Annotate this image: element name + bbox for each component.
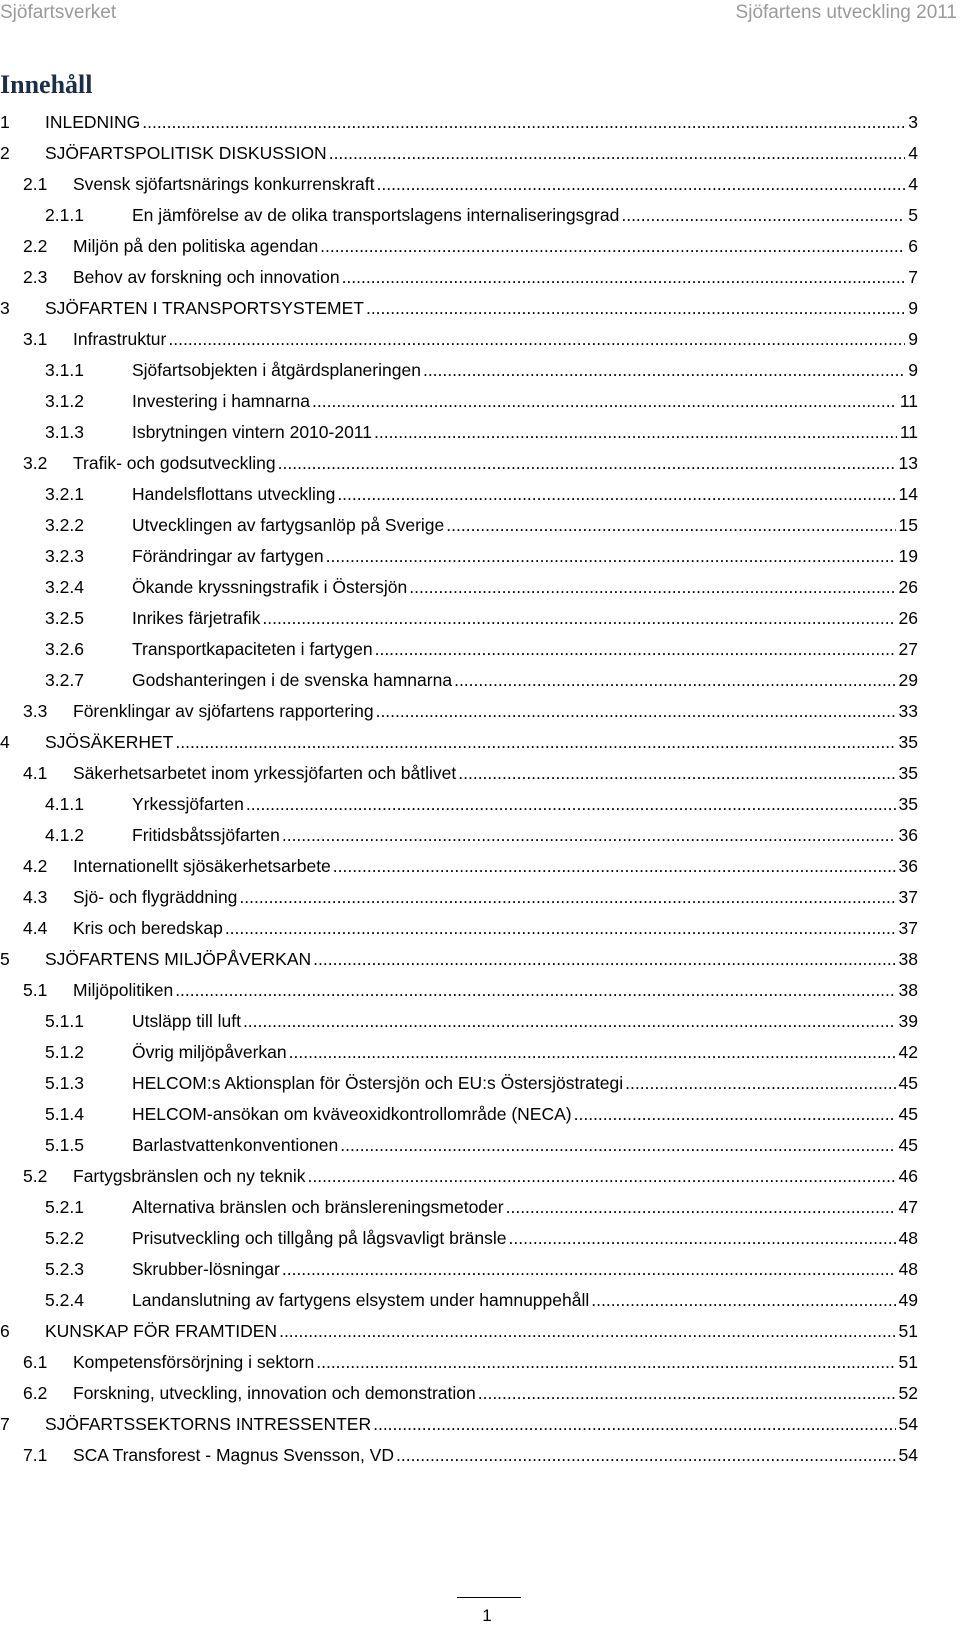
toc-entry-number: 5.1.1	[45, 1011, 84, 1031]
toc-entry-page: 38	[898, 949, 918, 969]
toc-entry-page: 29	[898, 670, 918, 690]
toc-dot-leader	[342, 262, 906, 293]
toc-entry-number: 4.1.1	[45, 794, 84, 814]
toc-entry-title: En jämförelse av de olika transportslagens internaliseringsgrad	[132, 205, 620, 225]
toc-dot-leader	[396, 1440, 896, 1471]
toc-entry-number: 7	[0, 1414, 10, 1434]
toc-entry-number: 3.2	[23, 453, 48, 473]
toc-dot-leader	[320, 231, 905, 262]
toc-entry[interactable]	[0, 1099, 918, 1130]
toc-entry-title: Fartygsbränslen och ny teknik	[73, 1166, 306, 1186]
toc-entry-page: 35	[898, 732, 918, 752]
toc-entry[interactable]	[0, 820, 918, 851]
toc-dot-leader	[262, 603, 895, 634]
toc-entry-page: 46	[898, 1166, 918, 1186]
toc-dot-leader	[329, 138, 906, 169]
toc-entry[interactable]	[0, 138, 918, 169]
footer-page-number: 1	[482, 1606, 492, 1625]
toc-dot-leader	[289, 1037, 896, 1068]
toc-entry-title: Forskning, utveckling, innovation och demonstration	[73, 1383, 476, 1403]
toc-dot-leader	[168, 324, 905, 355]
toc-entry[interactable]	[0, 324, 918, 355]
toc-entry-title: Miljön på den politiska agendan	[73, 236, 319, 256]
toc-entry-title: Utsläpp till luft	[132, 1011, 241, 1031]
toc-entry-page: 3	[908, 112, 918, 132]
toc-entry-number: 2.1	[23, 174, 48, 194]
toc-entry-title: SJÖFARTSPOLITISK DISKUSSION	[45, 143, 327, 163]
toc-entry[interactable]	[0, 1006, 918, 1037]
toc-dot-leader	[625, 1068, 895, 1099]
footer-divider	[457, 1597, 521, 1598]
toc-entry[interactable]	[0, 882, 918, 913]
toc-entry[interactable]	[0, 727, 918, 758]
toc-entry[interactable]	[0, 1254, 918, 1285]
toc-entry-page: 13	[898, 453, 918, 473]
toc-entry-number: 5.1.3	[45, 1073, 84, 1093]
toc-entry-title: Trafik- och godsutveckling	[73, 453, 276, 473]
toc-entry-title: Behov av forskning och innovation	[73, 267, 340, 287]
toc-entry[interactable]	[0, 665, 918, 696]
toc-entry-page: 11	[899, 422, 918, 442]
toc-entry-number: 5.2	[23, 1166, 48, 1186]
toc-dot-leader	[373, 1409, 895, 1440]
toc-entry-title: Miljöpolitiken	[73, 980, 174, 1000]
toc-entry[interactable]	[0, 200, 918, 231]
toc-entry-page: 26	[898, 577, 918, 597]
toc-entry-title: SJÖFARTSSEKTORNS INTRESSENTER	[45, 1414, 372, 1434]
toc-entry[interactable]	[0, 386, 918, 417]
toc-dot-leader	[175, 975, 895, 1006]
toc-entry-title: KUNSKAP FÖR FRAMTIDEN	[45, 1321, 278, 1341]
table-of-contents	[0, 107, 918, 1471]
toc-entry[interactable]	[0, 572, 918, 603]
toc-entry-page: 35	[898, 794, 918, 814]
toc-dot-leader	[333, 851, 896, 882]
toc-entry-number: 3.1	[23, 329, 48, 349]
toc-dot-leader	[509, 1223, 896, 1254]
toc-entry-title: Infrastruktur	[73, 329, 167, 349]
toc-dot-leader	[409, 572, 895, 603]
toc-entry-title: SCA Transforest - Magnus Svensson, VD	[73, 1445, 394, 1465]
toc-entry-number: 3.2.3	[45, 546, 84, 566]
toc-entry-page: 4	[908, 143, 918, 163]
toc-entry[interactable]	[0, 355, 918, 386]
toc-entry-page: 9	[908, 329, 918, 349]
toc-dot-leader	[316, 1347, 895, 1378]
toc-entry-number: 5.2.2	[45, 1228, 84, 1248]
toc-dot-leader	[282, 1254, 896, 1285]
toc-entry-number: 5.2.3	[45, 1259, 84, 1279]
toc-entry-page: 36	[898, 825, 918, 845]
toc-entry[interactable]	[0, 913, 918, 944]
toc-entry-page: 45	[898, 1104, 918, 1124]
toc-entry-number: 3	[0, 298, 10, 318]
toc-entry-title: Landanslutning av fartygens elsystem under hamnuppehåll	[132, 1290, 590, 1310]
toc-entry-page: 37	[898, 918, 918, 938]
toc-entry-number: 5.1.2	[45, 1042, 84, 1062]
toc-entry[interactable]	[0, 541, 918, 572]
toc-entry-number: 4.4	[23, 918, 48, 938]
toc-entry-page: 14	[898, 484, 918, 504]
toc-entry-number: 2.1.1	[45, 205, 84, 225]
toc-entry-page: 33	[898, 701, 918, 721]
toc-dot-leader	[375, 634, 896, 665]
toc-entry[interactable]	[0, 293, 918, 324]
toc-entry-number: 3.1.1	[45, 360, 84, 380]
toc-entry-title: Kompetensförsörjning i sektorn	[73, 1352, 315, 1372]
toc-entry-number: 4.1	[23, 763, 48, 783]
toc-entry[interactable]	[0, 696, 918, 727]
toc-entry-page: 48	[898, 1228, 918, 1248]
toc-entry-page: 27	[898, 639, 918, 659]
toc-entry-title: Fritidsbåtssjöfarten	[132, 825, 280, 845]
toc-entry-page: 45	[898, 1135, 918, 1155]
toc-entry-number: 5.1.4	[45, 1104, 84, 1124]
toc-entry-title: INLEDNING	[45, 112, 141, 132]
toc-dot-leader	[506, 1192, 896, 1223]
toc-dot-leader	[175, 727, 895, 758]
toc-dot-leader	[591, 1285, 895, 1316]
toc-entry-number: 3.2.7	[45, 670, 84, 690]
toc-entry-title: Internationellt sjösäkerhetsarbete	[73, 856, 331, 876]
toc-entry[interactable]	[0, 1192, 918, 1223]
toc-dot-leader	[376, 696, 896, 727]
toc-entry-page: 54	[898, 1414, 918, 1434]
toc-entry-number: 6	[0, 1321, 10, 1341]
toc-entry-title: Sjö- och flygräddning	[73, 887, 238, 907]
toc-entry-page: 15	[898, 515, 918, 535]
toc-entry[interactable]	[0, 758, 918, 789]
toc-entry[interactable]	[0, 851, 918, 882]
toc-entry-number: 2.3	[23, 267, 48, 287]
toc-entry-title: HELCOM:s Aktionsplan för Östersjön och EU:s Östersjöstrategi	[132, 1073, 624, 1093]
toc-dot-leader	[142, 107, 905, 138]
toc-entry[interactable]	[0, 603, 918, 634]
toc-entry-page: 48	[898, 1259, 918, 1279]
toc-dot-leader	[423, 355, 905, 386]
toc-entry-page: 36	[898, 856, 918, 876]
toc-entry-title: Transportkapaciteten i fartygen	[132, 639, 373, 659]
toc-entry-page: 6	[908, 236, 918, 256]
toc-heading: Innehåll	[0, 70, 93, 99]
toc-entry-number: 4	[0, 732, 10, 752]
toc-dot-leader	[374, 417, 897, 448]
toc-dot-leader	[278, 448, 896, 479]
toc-entry-title: Prisutveckling och tillgång på lågsvavligt bränsle	[132, 1228, 507, 1248]
toc-entry-title: SJÖSÄKERHET	[45, 732, 174, 752]
toc-entry-page: 7	[908, 267, 918, 287]
toc-entry-page: 37	[898, 887, 918, 907]
toc-entry-page: 4	[908, 174, 918, 194]
toc-dot-leader	[377, 169, 906, 200]
toc-dot-leader	[279, 1316, 895, 1347]
toc-entry-page: 19	[898, 546, 918, 566]
toc-entry-title: SJÖFARTENS MILJÖPÅVERKAN	[45, 949, 312, 969]
toc-entry-title: Utvecklingen av fartygsanlöp på Sverige	[132, 515, 445, 535]
toc-entry-page: 51	[898, 1352, 918, 1372]
toc-entry-title: Kris och beredskap	[73, 918, 223, 938]
toc-entry[interactable]	[0, 479, 918, 510]
toc-entry-title: Övrig miljöpåverkan	[132, 1042, 287, 1062]
toc-entry-page: 47	[898, 1197, 918, 1217]
toc-entry[interactable]	[0, 231, 918, 262]
toc-entry[interactable]	[0, 1130, 918, 1161]
toc-entry-number: 5.2.4	[45, 1290, 84, 1310]
toc-dot-leader	[446, 510, 895, 541]
toc-entry-number: 7.1	[23, 1445, 48, 1465]
toc-entry[interactable]	[0, 1409, 918, 1440]
toc-entry-page: 49	[898, 1290, 918, 1310]
toc-entry-number: 3.2.2	[45, 515, 84, 535]
toc-entry-number: 5.1	[23, 980, 48, 1000]
toc-entry-page: 5	[908, 205, 918, 225]
toc-entry-number: 5.1.5	[45, 1135, 84, 1155]
toc-entry-title: Barlastvattenkonventionen	[132, 1135, 339, 1155]
toc-entry-number: 3.2.1	[45, 484, 84, 504]
toc-entry-number: 4.1.2	[45, 825, 84, 845]
toc-dot-leader	[621, 200, 905, 231]
toc-entry-title: Godshanteringen i de svenska hamnarna	[132, 670, 453, 690]
toc-entry-number: 1	[0, 112, 10, 132]
toc-dot-leader	[454, 665, 895, 696]
header-organization: Sjöfartsverket	[0, 2, 117, 23]
toc-entry[interactable]	[0, 1068, 918, 1099]
toc-dot-leader	[312, 386, 897, 417]
toc-entry-page: 51	[898, 1321, 918, 1341]
toc-entry-number: 5.2.1	[45, 1197, 84, 1217]
toc-entry-page: 38	[898, 980, 918, 1000]
toc-entry-number: 3.2.5	[45, 608, 84, 628]
toc-entry[interactable]	[0, 944, 918, 975]
toc-entry-page: 9	[908, 360, 918, 380]
toc-entry-title: Yrkessjöfarten	[132, 794, 244, 814]
toc-entry-title: Förändringar av fartygen	[132, 546, 324, 566]
toc-entry-title: Sjöfartsobjekten i åtgärdsplaneringen	[132, 360, 421, 380]
toc-entry-title: Svensk sjöfartsnärings konkurrenskraft	[73, 174, 375, 194]
toc-dot-leader	[243, 1006, 896, 1037]
toc-entry-number: 3.1.2	[45, 391, 84, 411]
toc-entry[interactable]	[0, 1440, 918, 1471]
toc-entry[interactable]	[0, 634, 918, 665]
page-header	[0, 0, 960, 30]
toc-dot-leader	[282, 820, 896, 851]
toc-entry[interactable]	[0, 1161, 918, 1192]
toc-entry[interactable]	[0, 1347, 918, 1378]
toc-entry-page: 11	[899, 391, 918, 411]
toc-entry[interactable]	[0, 262, 918, 293]
toc-entry[interactable]	[0, 975, 918, 1006]
toc-entry-page: 42	[898, 1042, 918, 1062]
toc-dot-leader	[366, 293, 905, 324]
toc-entry-page: 39	[898, 1011, 918, 1031]
toc-entry-title: Säkerhetsarbetet inom yrkessjöfarten och båtlivet	[73, 763, 457, 783]
toc-dot-leader	[225, 913, 896, 944]
toc-dot-leader	[326, 541, 896, 572]
toc-entry-title: SJÖFARTEN I TRANSPORTSYSTEMET	[45, 298, 364, 318]
toc-entry-number: 6.2	[23, 1383, 48, 1403]
toc-entry[interactable]	[0, 1285, 918, 1316]
toc-entry[interactable]	[0, 1223, 918, 1254]
toc-entry[interactable]	[0, 169, 918, 200]
toc-dot-leader	[313, 944, 895, 975]
toc-entry-page: 26	[898, 608, 918, 628]
toc-entry[interactable]	[0, 1037, 918, 1068]
toc-entry-page: 45	[898, 1073, 918, 1093]
toc-entry[interactable]	[0, 417, 918, 448]
toc-entry[interactable]	[0, 107, 918, 138]
toc-entry-number: 2	[0, 143, 10, 163]
toc-entry-number: 3.1.3	[45, 422, 84, 442]
toc-entry-title: Inrikes färjetrafik	[132, 608, 261, 628]
toc-entry-number: 3.3	[23, 701, 48, 721]
toc-dot-leader	[478, 1378, 896, 1409]
toc-entry-page: 9	[908, 298, 918, 318]
toc-entry[interactable]	[0, 448, 918, 479]
toc-entry-title: HELCOM-ansökan om kväveoxidkontrollområde (NECA)	[132, 1104, 572, 1124]
toc-entry-title: Handelsflottans utveckling	[132, 484, 336, 504]
toc-entry-title: Isbrytningen vintern 2010-2011	[132, 422, 372, 442]
toc-dot-leader	[458, 758, 895, 789]
toc-entry[interactable]	[0, 1316, 918, 1347]
toc-dot-leader	[340, 1130, 895, 1161]
toc-entry-number: 4.2	[23, 856, 48, 876]
toc-entry-number: 3.2.4	[45, 577, 84, 597]
toc-entry-page: 35	[898, 763, 918, 783]
toc-entry[interactable]	[0, 510, 918, 541]
toc-entry-number: 3.2.6	[45, 639, 84, 659]
toc-entry-page: 52	[898, 1383, 918, 1403]
toc-entry-number: 4.3	[23, 887, 48, 907]
toc-entry-title: Förenklingar av sjöfartens rapportering	[73, 701, 374, 721]
toc-entry-number: 5	[0, 949, 10, 969]
toc-entry[interactable]	[0, 789, 918, 820]
toc-dot-leader	[246, 789, 896, 820]
toc-dot-leader	[307, 1161, 895, 1192]
toc-entry-title: Skrubber-lösningar	[132, 1259, 280, 1279]
toc-entry[interactable]	[0, 1378, 918, 1409]
toc-entry-page: 54	[898, 1445, 918, 1465]
toc-entry-number: 2.2	[23, 236, 48, 256]
toc-entry-title: Investering i hamnarna	[132, 391, 311, 411]
toc-entry-title: Alternativa bränslen och bränslereningsmetoder	[132, 1197, 504, 1217]
toc-entry-title: Ökande kryssningstrafik i Östersjön	[132, 577, 408, 597]
toc-dot-leader	[574, 1099, 896, 1130]
toc-dot-leader	[337, 479, 895, 510]
header-document-title: Sjöfartens utveckling 2011	[735, 2, 957, 23]
toc-dot-leader	[239, 882, 895, 913]
toc-entry-number: 6.1	[23, 1352, 48, 1372]
